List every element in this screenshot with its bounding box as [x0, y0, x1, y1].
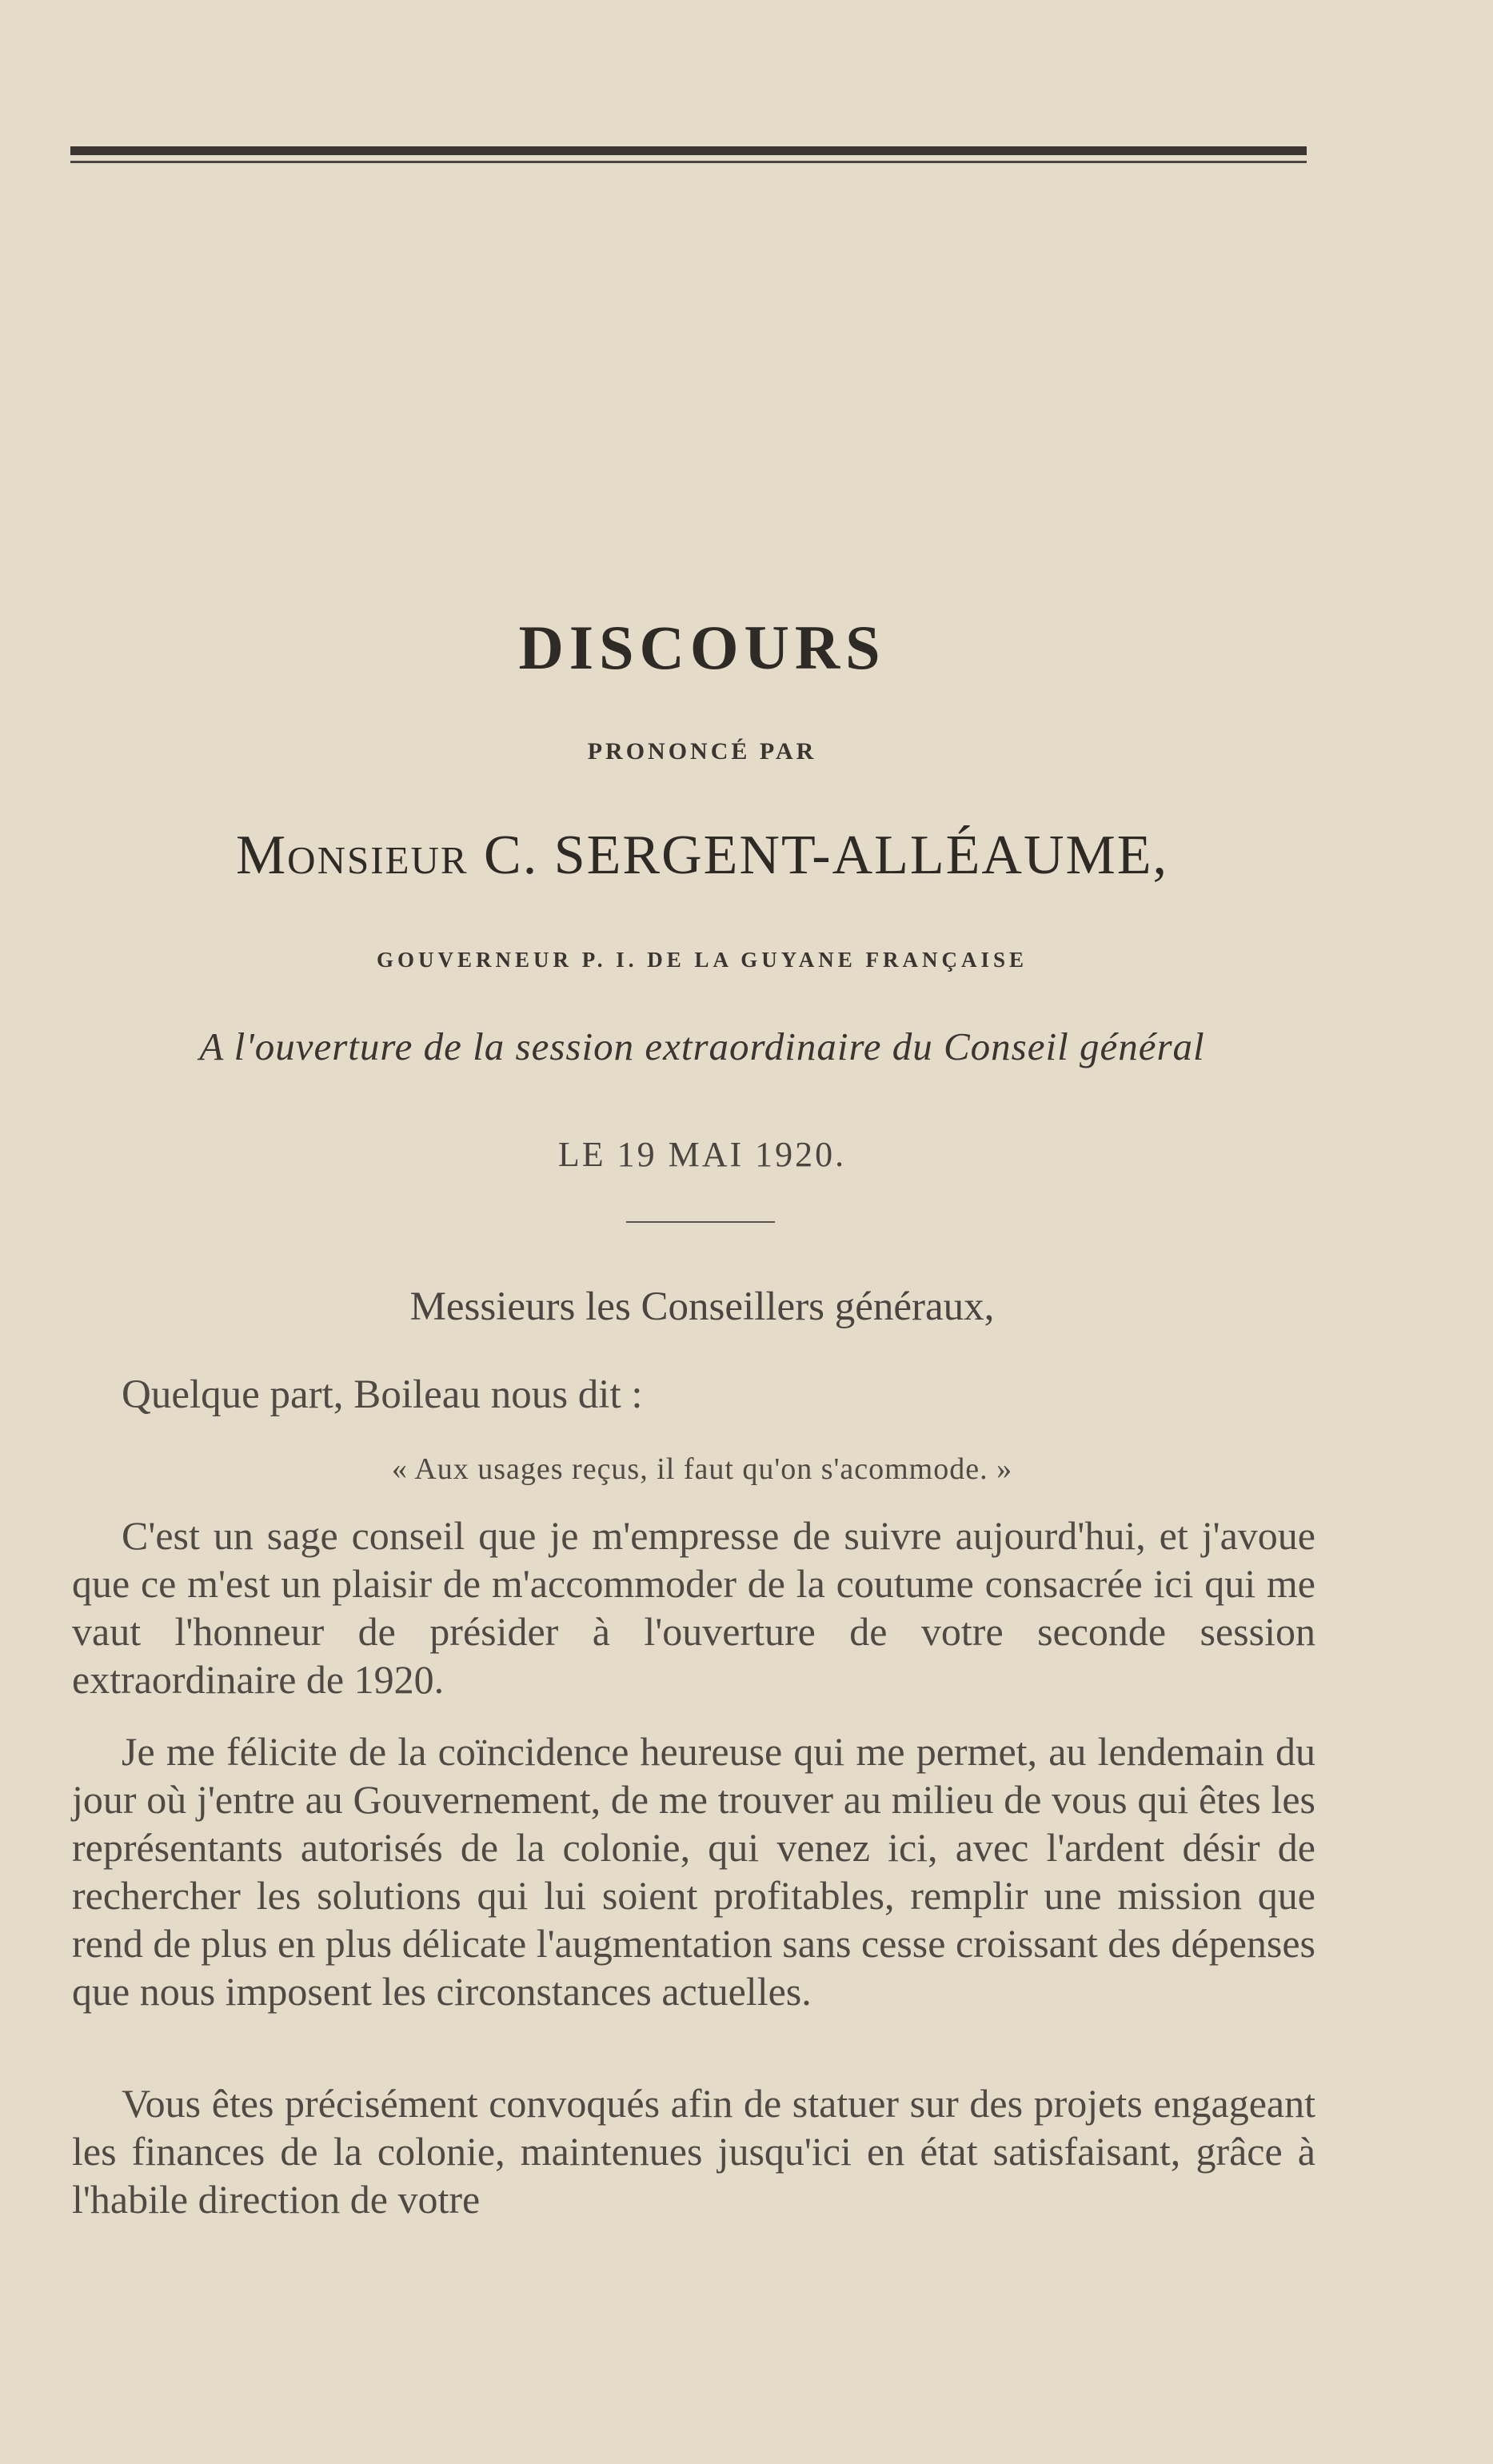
page-title: DISCOURS	[518, 613, 886, 682]
top-rule-thick	[70, 146, 1307, 155]
speaker-line	[70, 824, 1334, 888]
salutation: Messieurs les Conseillers généraux,	[409, 1284, 995, 1329]
speaker-prefix: Monsieur	[235, 825, 469, 886]
paragraph-3: Vous êtes précisément convoqués afin de statuer sur des projets engageant les finances de la colonie, maintenues jusqu'ici en état satisfaisant, grâce à l'habile direction de votre	[72, 2081, 1315, 2222]
paragraph-1: C'est un sage conseil que je m'empresse de suivre aujourd'hui, et j'avoue que ce m'est un plaisir de m'accommoder de la coutume consacrée ici qui me vaut l'honneur de présider à l'ouverture de votre seconde session extraordinaire de 1920.	[72, 1513, 1315, 1702]
paragraph-2: Je me félicite de la coïncidence heureuse qui me permet, au lendemain du jour où j'entre au Gouvernement, de me trouver au milieu de vous qui êtes les représentants autorisés de la colonie, qui venez ici, avec l'ardent désir de rechercher les solutions qui lui soient profitables, remplir une mission que rend de plus en plus délicate l'augmentation sans cesse croissant des dépenses que nous imposent les circonstances actuelles.	[72, 1729, 1315, 2014]
occasion: A l'ouverture de la session extraordinaire du Conseil général	[199, 1024, 1205, 1068]
speaker-name: C. SERGENT-ALLÉAUME,	[484, 825, 1169, 886]
speaker-role: GOUVERNEUR P. I. DE LA GUYANE FRANÇAISE	[376, 948, 1028, 972]
date: LE 19 MAI 1920.	[557, 1135, 847, 1174]
top-rule-thin	[70, 161, 1307, 163]
separator-rule	[626, 1221, 775, 1223]
pronounced-by: PRONONCÉ PAR	[587, 738, 817, 765]
intro-line: Quelque part, Boileau nous dit :	[122, 1372, 643, 1417]
boileau-quote: « Aux usages reçus, il faut qu'on s'acommode. »	[391, 1452, 1013, 1486]
